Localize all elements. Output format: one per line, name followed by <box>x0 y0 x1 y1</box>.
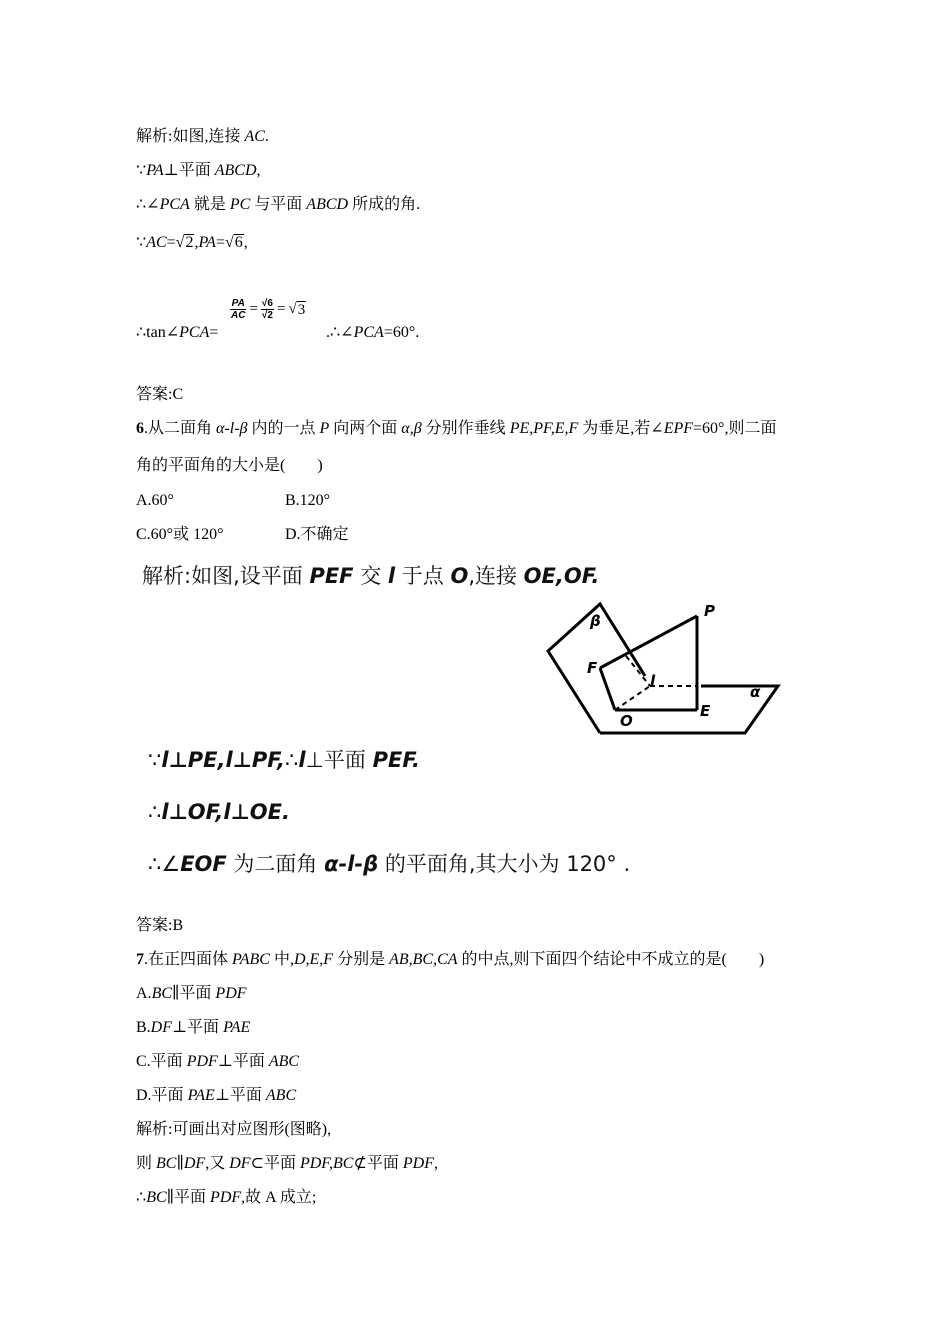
text: 为垂足,若∠ <box>578 420 664 437</box>
text: DF <box>229 1155 251 1172</box>
q6-img-line-4 <box>148 851 630 877</box>
text: .在正四面体 <box>144 951 233 968</box>
text: PDF <box>210 1189 242 1206</box>
text: =60°. <box>383 324 420 341</box>
text: , <box>433 1155 438 1172</box>
text: 就是 <box>189 196 230 213</box>
text: A. <box>136 985 152 1002</box>
text: 的中点,则下面四个结论中不成立的是( ) <box>457 951 765 968</box>
label-alpha: α <box>750 683 761 701</box>
q5-solution-line-4 <box>136 232 248 254</box>
text: OE,OF. <box>523 564 600 588</box>
text: PCA <box>179 324 210 341</box>
text: PAE <box>187 1087 215 1104</box>
text: 解析:如图,连接 <box>136 128 245 145</box>
text: .从二面角 <box>144 420 217 437</box>
text: 分别作垂线 <box>421 420 510 437</box>
text: EOF <box>180 852 227 876</box>
text: PDF <box>186 1053 218 1070</box>
q5-answer: 答案:C <box>136 386 184 403</box>
text: PDF,BC <box>299 1155 354 1172</box>
text: ⊥平面 <box>217 1053 269 1070</box>
text: ABCD <box>214 162 257 179</box>
text: ⊥平面 <box>163 162 215 179</box>
text: α-l-β <box>324 852 379 876</box>
text: PA <box>231 298 245 309</box>
text: 中, <box>269 951 294 968</box>
text: √2 <box>261 310 273 321</box>
text: 与平面 <box>250 196 307 213</box>
text: PAE <box>223 1019 251 1036</box>
text: 为二面角 <box>226 852 325 876</box>
segment-fo <box>600 668 615 710</box>
q5-solution-line-5 <box>136 322 218 344</box>
q6-stem-line-1 <box>136 418 776 440</box>
text: D,E,F <box>293 951 334 968</box>
q6-option-d: D.不确定 <box>285 526 349 543</box>
text: DF <box>183 1155 206 1172</box>
text: α,β <box>401 420 422 437</box>
line-l-dashed <box>615 686 650 710</box>
text: = <box>249 301 258 317</box>
text: ,故 A 成立; <box>241 1189 317 1206</box>
fraction-sqrt6-sqrt2 <box>261 298 274 321</box>
text: PABC <box>232 951 270 968</box>
text: ⊥平面 <box>214 1087 266 1104</box>
text: BC <box>146 1189 167 1206</box>
q6-stem-line-2: 角的平面角的大小是( ) <box>136 457 323 474</box>
q5-solution-line-1 <box>136 126 269 148</box>
text: O <box>450 564 469 588</box>
text: ,又 <box>205 1155 230 1172</box>
text: AC <box>231 310 246 321</box>
text: 的平面角,其大小为 120° . <box>378 852 631 876</box>
text: ⊥平面 <box>172 1019 224 1036</box>
text: PEF <box>309 564 354 588</box>
text: P <box>319 420 330 437</box>
sqrt-symbol: √ <box>175 234 185 251</box>
text: AB,BC,CA <box>389 951 458 968</box>
text: 内的一点 <box>247 420 320 437</box>
text: PC <box>229 196 251 213</box>
question-number: 7 <box>136 951 144 968</box>
q7-option-d <box>136 1085 296 1107</box>
text: ABCD <box>306 196 349 213</box>
q7-solution-line-3 <box>136 1187 316 1209</box>
q7-option-c <box>136 1051 299 1073</box>
text: PDF <box>402 1155 434 1172</box>
q6-option-b: B.120° <box>285 492 331 509</box>
text: ∥平面 <box>172 985 216 1002</box>
text: PA <box>198 234 216 251</box>
text: 所成的角. <box>348 196 421 213</box>
text: , <box>194 234 199 251</box>
text: ∵ <box>148 748 162 772</box>
text: , <box>243 234 248 251</box>
q7-solution-line-2 <box>136 1153 438 1175</box>
sqrt-symbol: √ <box>288 301 297 317</box>
text: α-l-β <box>216 420 248 437</box>
text: .∴∠ <box>326 324 354 341</box>
text: ∴∠ <box>148 852 181 876</box>
text: AC <box>244 128 265 145</box>
text: PCA <box>159 196 190 213</box>
label-f: F <box>587 659 598 677</box>
text: ⊥平面 <box>305 748 373 772</box>
text: D.平面 <box>136 1087 188 1104</box>
text: 交 <box>353 564 388 588</box>
q6-answer: 答案:B <box>136 917 184 934</box>
text: 分别是 <box>333 951 390 968</box>
q5-solution-line-2 <box>136 160 261 182</box>
text: =60°,则二面 <box>693 420 777 437</box>
text: B. <box>136 1019 151 1036</box>
text: EPF <box>663 420 694 437</box>
text: ∴ <box>148 800 162 824</box>
q5-solution-line-5b <box>326 322 419 344</box>
text: = <box>276 301 286 317</box>
text: ,连接 <box>468 564 524 588</box>
text: = <box>209 324 219 341</box>
q7-solution-line-1: 解析:可画出对应图形(图略), <box>136 1121 332 1138</box>
text: ∴ <box>136 1189 147 1206</box>
text: PA <box>146 162 164 179</box>
text: ∴tan∠ <box>136 324 180 341</box>
text: ABC <box>265 1087 297 1104</box>
label-e: E <box>700 702 711 720</box>
dihedral-angle-figure <box>540 596 790 741</box>
q5-solution-line-3 <box>136 194 420 216</box>
text: 于点 <box>395 564 451 588</box>
text: l <box>387 564 396 588</box>
text: 则 <box>136 1155 157 1172</box>
question-number: 6 <box>136 420 144 437</box>
text: = <box>215 234 225 251</box>
text: C.平面 <box>136 1053 187 1070</box>
text: 2 <box>185 234 194 251</box>
q7-stem <box>136 949 764 971</box>
tan-formula-image <box>230 298 306 332</box>
text: PE,PF,E,F <box>509 420 579 437</box>
text: DF <box>150 1019 172 1036</box>
text: 解析:如图,设平面 <box>142 564 310 588</box>
q7-option-b <box>136 1017 250 1039</box>
q6-img-line-2 <box>148 747 420 773</box>
text: ⊂平面 <box>250 1155 300 1172</box>
segment-pf <box>600 616 697 668</box>
text: BC <box>151 985 173 1002</box>
label-o: O <box>620 712 633 730</box>
q6-img-line-3 <box>148 799 290 825</box>
label-beta: β <box>590 612 601 630</box>
text: 3 <box>297 302 306 318</box>
text: ∵ <box>136 162 147 179</box>
text: . <box>264 128 269 145</box>
label-l: l <box>650 672 656 690</box>
q7-option-a <box>136 983 247 1005</box>
text: 6 <box>234 234 243 251</box>
text: ∵ <box>136 234 147 251</box>
dashed-line <box>626 656 650 686</box>
text: ABC <box>268 1053 300 1070</box>
q6-option-a: A.60° <box>136 492 174 509</box>
text: ∴ <box>285 748 299 772</box>
text: PEF. <box>372 748 421 772</box>
text: l <box>298 748 306 772</box>
text: ∥ <box>176 1155 184 1172</box>
sqrt-symbol: √ <box>224 234 234 251</box>
text: , <box>256 162 261 179</box>
text: PDF <box>215 985 247 1002</box>
text: l⊥OF,l⊥OE. <box>161 800 290 824</box>
text: AC <box>146 234 167 251</box>
text: BC <box>156 1155 177 1172</box>
q6-option-c: C.60°或 120° <box>136 526 224 543</box>
text: PCA <box>353 324 384 341</box>
q6-img-line-1 <box>142 563 599 589</box>
text: ∥平面 <box>166 1189 211 1206</box>
text: ⊄平面 <box>353 1155 403 1172</box>
text: = <box>166 234 176 251</box>
fraction-pa-ac <box>230 298 246 321</box>
text: 向两个面 <box>329 420 402 437</box>
text: √6 <box>261 298 273 309</box>
text: ∴∠ <box>136 196 160 213</box>
text: l⊥PE,l⊥PF, <box>161 748 286 772</box>
label-p: P <box>704 602 715 620</box>
